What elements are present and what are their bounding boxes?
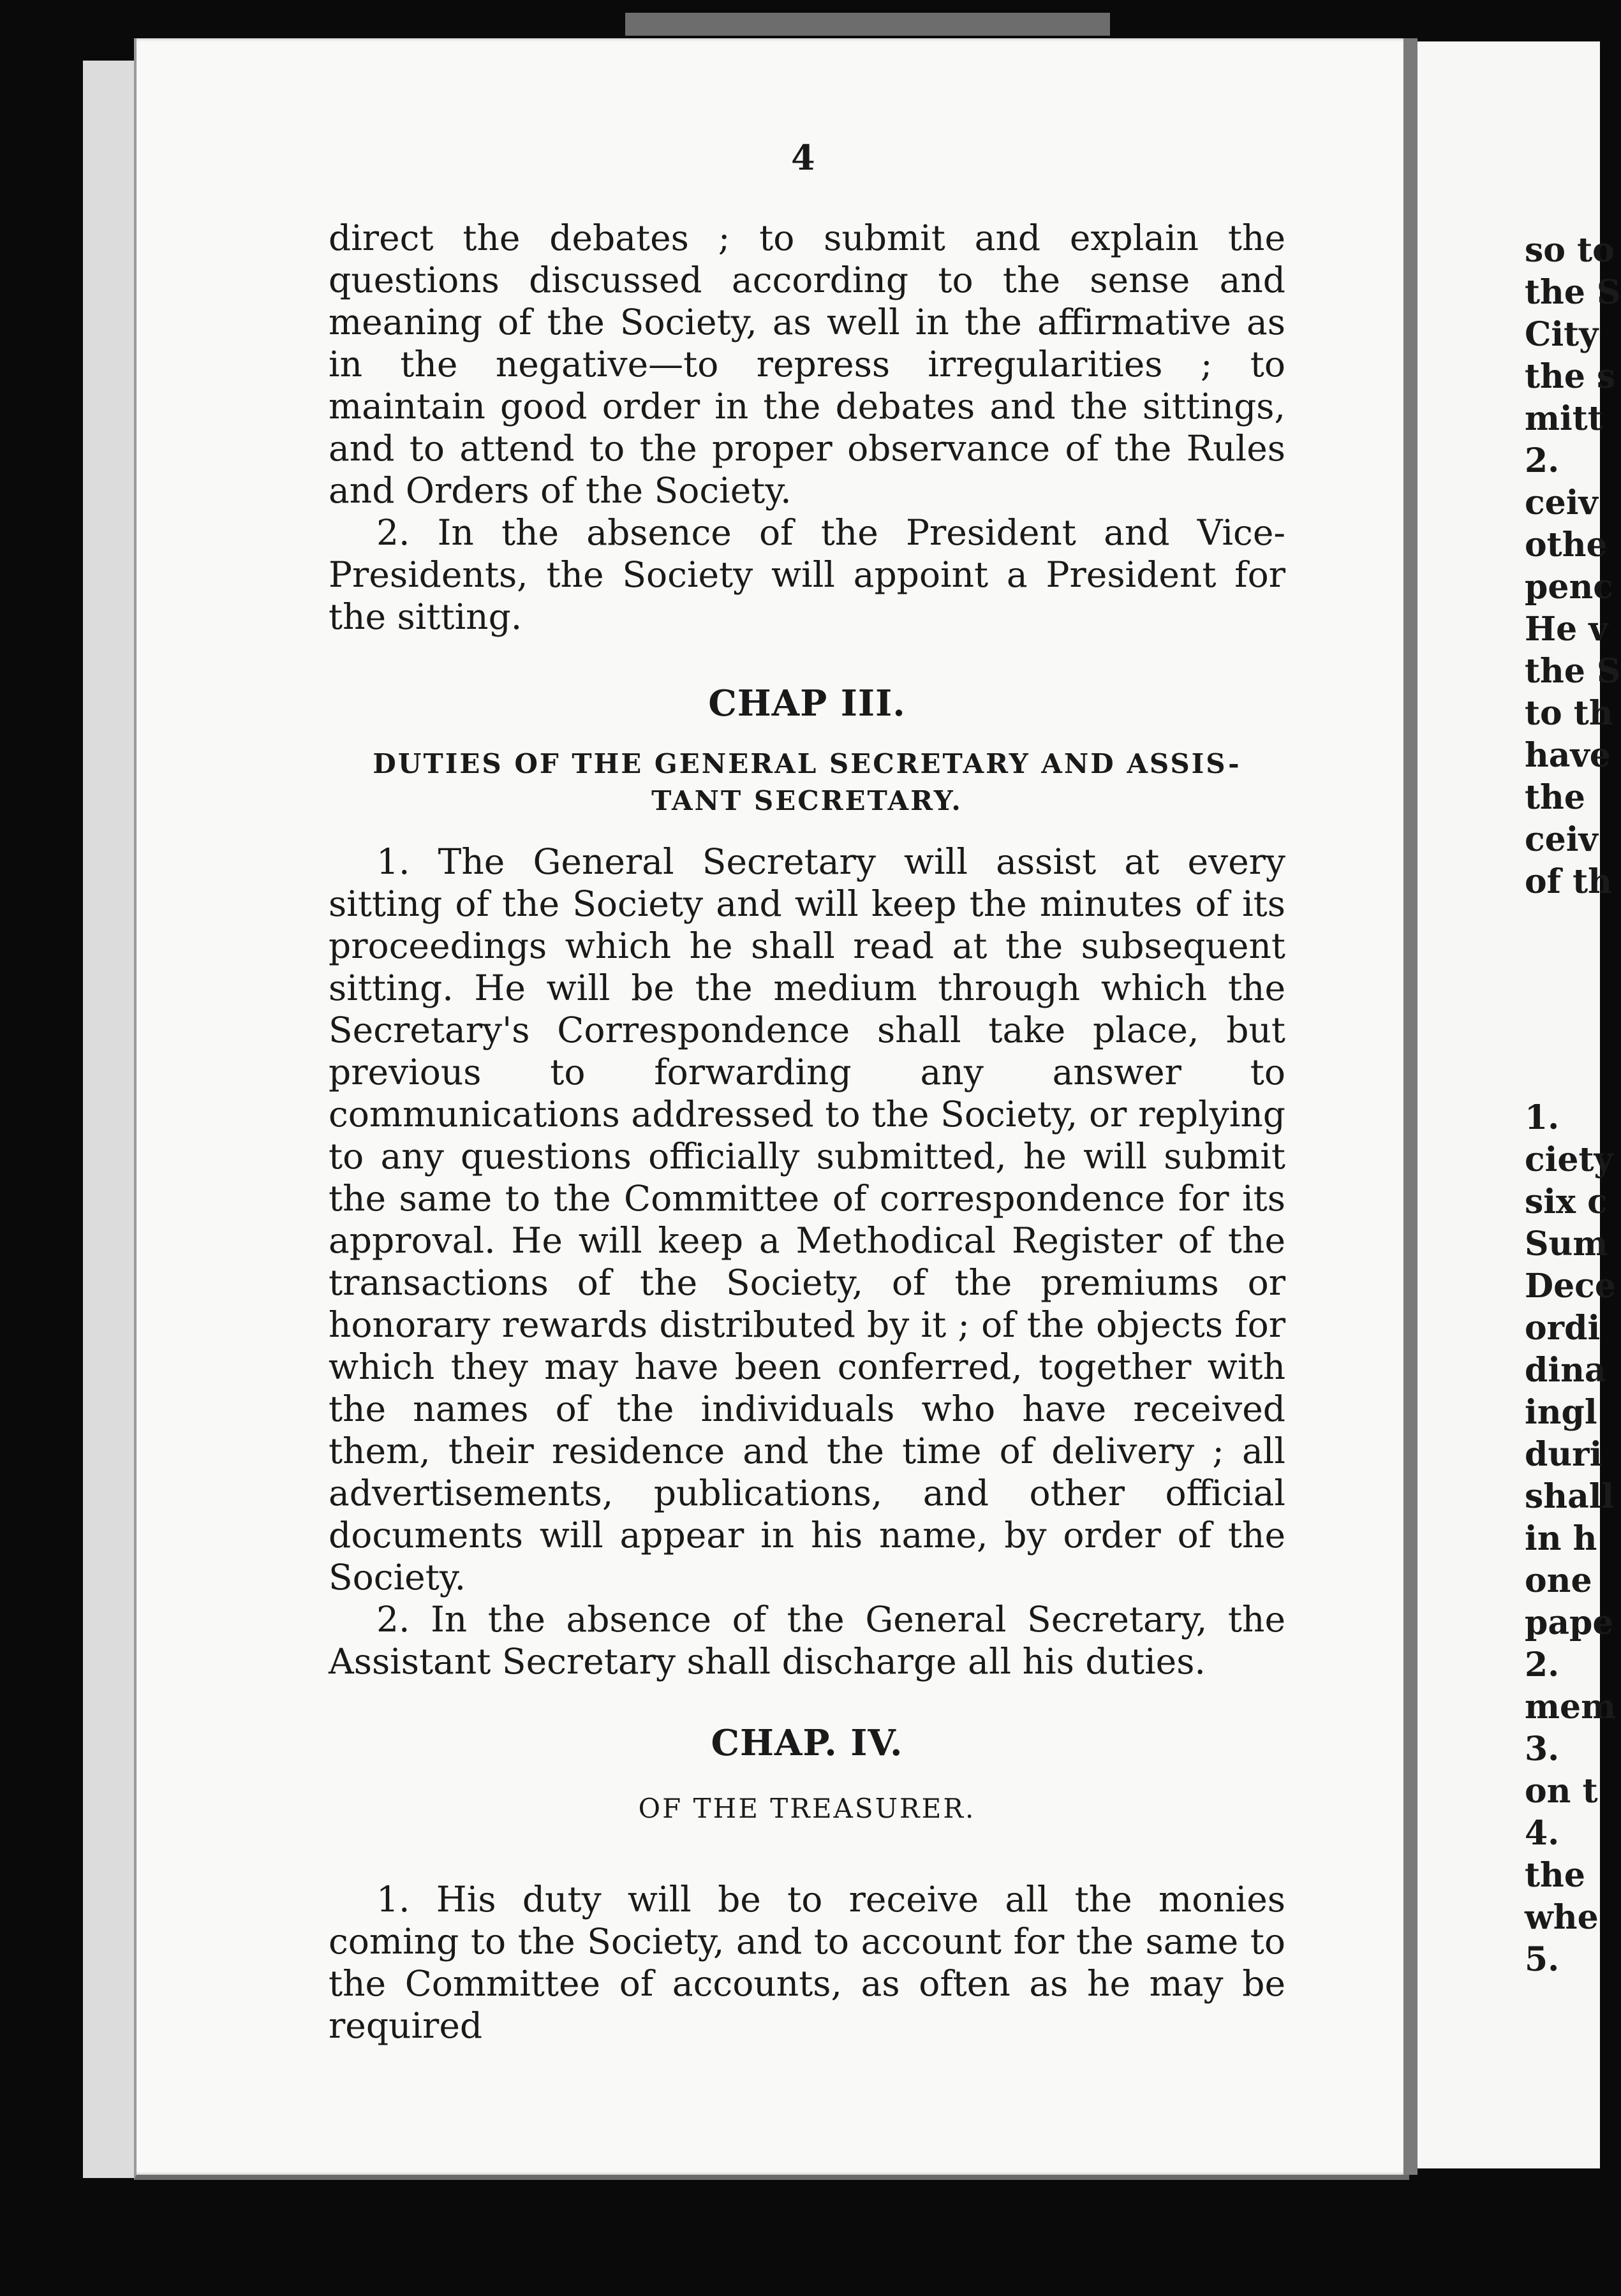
right-line: ceiv	[1525, 483, 1598, 522]
right-line: ceiv	[1525, 820, 1598, 859]
right-line: pape	[1525, 1603, 1614, 1642]
right-line: penc	[1525, 568, 1613, 607]
right-line: shall	[1525, 1477, 1615, 1516]
book-gutter	[1403, 38, 1417, 2175]
right-line: the S	[1525, 652, 1621, 691]
right-line: whe	[1525, 1898, 1599, 1937]
paragraph-president-duties: direct the debates ; to submit and explain the questions discussed according to the sense and meaning of the Society, as well in the affirmative as in the negative—to repress irregularities ; to maintain good order in the debates and the sittings, and to attend to the proper observance of the Rules and Orders of the Society.	[329, 217, 1285, 511]
right-line: ingl	[1525, 1393, 1597, 1432]
right-line: six c	[1525, 1182, 1608, 1221]
right-line: one	[1525, 1561, 1592, 1600]
right-line: 3.	[1525, 1730, 1560, 1769]
paragraph-secretary-duties: 1. The General Secretary will assist at every sitting of the Society and will keep the minutes of its proceedings which he shall read at the subsequent sitting. He will be the medium through which the Secretary's Correspondence shall take place, but previous to forwarding any answer to communications addressed to the Society, or replying to any questions officially submitted, he will submit the same to the Committee of correspondence for its approval. He will keep a Methodical Register of the transactions of the Society, of the premiums or honorary rewards distributed by it ; of the objects for which they may have been conferred, together with the names of the individuals who have received them, their residence and the time of delivery ; all advertisements, publications, and other official documents will appear in his name, by order of the Society.	[329, 841, 1285, 1598]
right-line: ordi	[1525, 1309, 1601, 1348]
right-line: mitt	[1525, 399, 1603, 438]
right-line: othe	[1525, 526, 1608, 564]
page-number: 4	[791, 137, 815, 178]
chapter-4-text	[329, 1878, 1285, 2047]
right-line: duri	[1525, 1435, 1602, 1474]
chapter-4-heading: CHAP. IV.	[711, 1722, 903, 1764]
chapter-3-heading: CHAP III.	[708, 682, 906, 725]
scanner-edge	[625, 13, 1110, 36]
right-line: in h	[1525, 1519, 1597, 1558]
right-line: mem	[1525, 1688, 1617, 1726]
chapter-4-subheading: OF THE TREASURER.	[638, 1793, 976, 1824]
paragraph-treasurer-duties: 1. His duty will be to receive all the monies coming to the Society, and to account for the same to the Committee of accounts, as often as he may be required	[329, 1879, 1285, 2046]
paragraph-assistant-secretary: 2. In the absence of the General Secretary, the Assistant Secretary shall discharge all his duties.	[329, 1599, 1285, 1682]
right-page-text-top	[1525, 230, 1621, 903]
right-line: 2.	[1525, 441, 1560, 480]
right-line: the	[1525, 1856, 1585, 1895]
right-line: He v	[1525, 610, 1608, 649]
right-line: City	[1525, 315, 1599, 354]
right-line: ciety	[1525, 1140, 1613, 1179]
right-line: 2.	[1525, 1645, 1560, 1684]
right-line: the s	[1525, 357, 1616, 396]
chapter-3-subheading-line2: TANT SECRETARY.	[651, 785, 963, 816]
right-line: 1.	[1525, 1098, 1560, 1137]
intro-text	[329, 217, 1285, 638]
right-line: 5.	[1525, 1940, 1560, 1979]
right-line: 4.	[1525, 1814, 1560, 1853]
right-line: the S	[1525, 273, 1621, 312]
right-line: the	[1525, 778, 1585, 817]
right-line: Dece	[1525, 1267, 1616, 1306]
right-line: Sum	[1525, 1225, 1608, 1263]
right-page-text-bottom	[1525, 1097, 1616, 1981]
right-line: so to	[1525, 231, 1615, 270]
right-line: of th	[1525, 862, 1612, 901]
paragraph-president-absence: 2. In the absence of the President and Vice-Presidents, the Society will appoint a President for the sitting.	[329, 512, 1285, 637]
right-line: have	[1525, 736, 1611, 775]
right-line: dina	[1525, 1351, 1606, 1390]
chapter-3-subheading-line1: DUTIES OF THE GENERAL SECRETARY AND ASSIS-	[373, 748, 1241, 779]
right-line: to th	[1525, 694, 1613, 733]
chapter-3-text	[329, 841, 1285, 1682]
right-line: on t	[1525, 1772, 1598, 1811]
